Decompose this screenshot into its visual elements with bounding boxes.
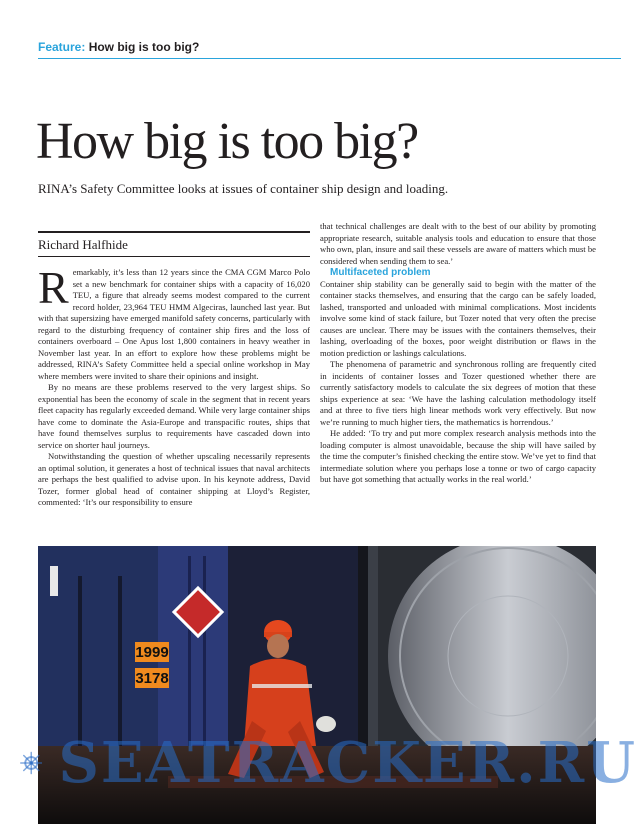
placard-top: 1999 — [135, 644, 169, 661]
section-title: How big is too big? — [88, 40, 200, 54]
watermark — [0, 728, 637, 798]
header-divider — [38, 58, 621, 59]
byline-divider-bottom — [38, 256, 310, 257]
article-standfirst: RINA’s Safety Committee looks at issues of container ship design and loading. — [38, 181, 449, 196]
subheading: Multifaceted problem — [330, 267, 431, 278]
paragraph: Remarkably, it’s less than 12 years since the CMA CGM Marco Polo set a new benchmark for container ships with a capacity of 16,020 TEU, a figure that already seems modest compared to the current record holder, 23,964 TEU HMM Algeciras, launched last year. But with that supersizing have emerged manifold safety concerns, particularly with regard to the disturbing frequency of container ship fires and the loss of containers overboard – One Apus lost 1,800 containers in heavy weather in November last year. In an effort to explore how these problems might be addressed, RINA’s Safety Committee held a special online workshop in May where members were invited to share their opinions and insight. — [38, 262, 310, 381]
byline-divider-top — [38, 231, 310, 233]
paragraph: Notwithstanding the question of whether upscaling necessarily represents an optimal solution, it generates a host of technical issues that naval architects are perhaps the best qualified to advise upon. In his keynote address, David Tozer, former global head of container shipping at Lloyd’s Register, commented: ‘It’s our responsibility to ensure — [38, 451, 310, 507]
paragraph: He added: ‘To try and put more complex research analysis methods into the loading computer is almost unavoidable, because the ship will have sailed by the time the computer’s finished checking the entire stow. We’ve yet to find that intermediate solution where you perhaps lose a tonne or two of cargo capacity but have got something that actually works in the real world.’ — [320, 428, 596, 484]
drop-cap: R — [38, 262, 69, 313]
section-kicker: Feature: — [38, 40, 86, 54]
paragraph: Container ship stability can be generally said to begin with the matter of the container stacks themselves, and ensuring that the cargo can be safely loaded, lashed, transported and unloaded with minimal complications. Most incidents involve some kind of stack failure, but Tozer noted that very often the precise causes are unclear. There may be issues with the containers themselves, their lashing, overloading of the boxes, poor weight distribution or flaws in the motion prediction or lashings calculations. — [320, 278, 596, 358]
section-header — [38, 40, 199, 54]
byline: Richard Halfhide — [38, 237, 128, 252]
paragraph: By no means are these problems reserved to the very largest ships. So exponential has been the economy of scale in the segment that in recent years fleet capacity has regularly exceeded demand. While very large container ships have come to dominate the Asia-Europe and transpacific routes, ships that have found themselves surplus to requirements have cascaded down into service on shorter haul journeys. — [38, 382, 310, 450]
column-left — [38, 262, 310, 509]
watermark-text: SEATRACKER.RU — [58, 730, 637, 796]
placard-bottom: 3178 — [135, 670, 169, 687]
column-right — [320, 221, 596, 486]
article-title: How big is too big? — [36, 113, 418, 170]
paragraph: that technical challenges are dealt with to the best of our ability by promoting appropriate research, suitable analysis tools and education to ensure that those who own, plan, insure and sail these vessels are aware of matters which must be considered when sending them to sea.’ — [320, 221, 596, 266]
paragraph: The phenomena of parametric and synchronous rolling are frequently cited in incidents of container losses and Tozer questioned whether there are currently satisfactory models to calculate the six degrees of motion that these ships experience at sea: ‘We have the lashing calculation methodology itself and at three to five tiers high linear methods work very effectively. But now we’re running to much higher tiers, the mathematics is horrendous.’ — [320, 359, 596, 427]
ship-wheel-icon — [20, 733, 42, 793]
